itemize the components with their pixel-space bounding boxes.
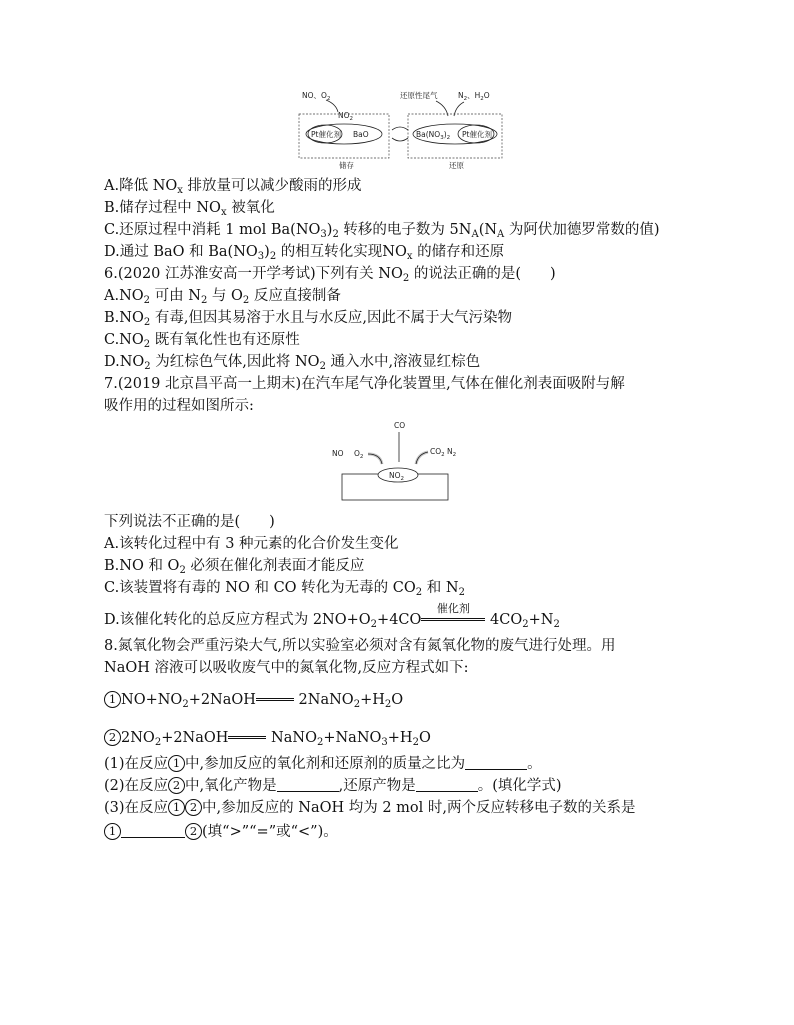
- q8-stem-line1: 8.氮氧化物会严重污染大气,所以实验室必须对含有氮氧化物的废气进行处理。用: [104, 638, 616, 654]
- q7-option-b: B.NO 和 $O_2$ 必须在催化剂表面才能反应: [104, 558, 365, 576]
- circled-number: 1: [104, 691, 121, 708]
- circled-number: 2: [185, 799, 202, 816]
- reduction-label: 还原: [449, 161, 464, 170]
- q6-option-b: $B.NO_2$ 有毒,但因其易溶于水且与水反应,因此不属于大气污染物: [104, 310, 513, 328]
- circled-number: 1: [168, 755, 185, 772]
- no2-label: $NO_2$: [389, 471, 405, 482]
- q7-question: 下列说法不正确的是( ): [104, 514, 275, 530]
- circled-number: 1: [168, 799, 185, 816]
- q6-option-d: $D.NO_2$ 为红棕色气体,因此将 $NO_2$ 通入水中,溶液显红棕色: [104, 354, 481, 372]
- q5-option-d: D.通过 BaO 和 $Ba(NO_3)_2$ 的相互转化实现$NO_x$ 的储存和还原: [104, 244, 505, 262]
- circled-number: 2: [104, 729, 121, 746]
- q6-stem: 6.(2020 江苏淮安高一开学考试)下列有关 $NO_2$ 的说法正确的是( ): [104, 266, 556, 284]
- q7-option-d: D.该催化转化的总反应方程式为 $2NO+O_2+4CO$ 催化剂 $4CO_2+N_2$: [104, 602, 560, 630]
- o2-label: $O_2$: [354, 449, 364, 460]
- bao-label: BaO: [353, 130, 369, 139]
- cycle-arrow-icon: [392, 138, 408, 141]
- q7-stem-line2: 吸作用的过程如图所示:: [104, 398, 254, 414]
- ba-no3-label: $Ba(NO_3)_2$: [416, 130, 451, 141]
- q5-option-c: C.还原过程中消耗 1 mol $Ba(NO_3)_2$ 转移的电子数为 $5N_A(N_A$ 为阿伏加德罗常数的值): [104, 222, 660, 240]
- q5-option-a: A.降低 $NO_x$ 排放量可以减少酸雨的形成: [104, 178, 362, 196]
- answer-blank[interactable]: [465, 755, 527, 770]
- arrow-icon: [416, 452, 428, 464]
- circled-number: 2: [185, 823, 202, 840]
- q8-part-3: (3)在反应 1 2 中,参加反应的 NaOH 均为 2 mol 时,两个反应转移电子数的关系是: [104, 800, 636, 816]
- q8-reaction-2: 2 $2NO_2+2NaOH$ $NaNO_2+NaNO_3+H_2O$: [104, 728, 431, 748]
- q8-part-2: (2)在反应 2 中,氧化产物是 ,还原产物是 。(填化学式): [104, 778, 562, 794]
- q8-stem-line2: NaOH 溶液可以吸收废气中的氮氧化物,反应方程式如下:: [104, 660, 469, 676]
- q7-option-a: A.该转化过程中有 3 种元素的化合价发生变化: [104, 536, 399, 552]
- catalytic-converter-diagram: [328, 418, 460, 502]
- storage-label: 储存: [339, 161, 354, 170]
- answer-blank[interactable]: [121, 823, 185, 838]
- reducing-gas-label: 还原性尾气: [400, 91, 438, 100]
- pt-catalyst-left-label: Pt催化剂: [311, 130, 341, 139]
- q6-option-a: $A.NO_2$ 可由 $N_2$ 与 $O_2$ 反应直接制备: [104, 288, 341, 306]
- catalyst-arrow: 催化剂: [421, 611, 485, 631]
- answer-blank[interactable]: [416, 777, 478, 792]
- q8-part-3-answer: 1 2 (填“>”“=”或“<”)。: [104, 822, 338, 842]
- q7-option-c: C.该装置将有毒的 NO 和 CO 转化为无毒的 $CO_2$ 和 $N_2$: [104, 580, 465, 598]
- q6-option-c: $C.NO_2$ 既有氧化性也有还原性: [104, 332, 300, 350]
- q8-reaction-1: 1 $NO+NO_2+2NaOH$ $2NaNO_2+H_2O$: [104, 690, 403, 710]
- q8-part-1: (1)在反应 1 中,参加反应的氧化剂和还原剂的质量之比为 。: [104, 756, 542, 772]
- circled-number: 2: [168, 777, 185, 794]
- products-label: $N_2$、$H_2O$: [458, 91, 490, 102]
- pt-catalyst-right-label: Pt催化剂: [462, 130, 492, 139]
- co2-n2-label: $CO_2$ $N_2$: [430, 447, 457, 458]
- q5-option-b: B.储存过程中 $NO_x$ 被氧化: [104, 200, 275, 218]
- no-label: NO: [332, 449, 344, 458]
- nox-storage-reduction-diagram: [296, 86, 506, 172]
- no2-label: $NO_2$: [338, 111, 354, 122]
- co-label: CO: [394, 421, 406, 430]
- reactants-label: NO、$O_2$: [302, 91, 331, 102]
- circled-number: 1: [104, 823, 121, 840]
- q7-stem-line1: 7.(2019 北京昌平高一上期末)在汽车尾气净化装置里,气体在催化剂表面吸附与解: [104, 376, 625, 392]
- answer-blank[interactable]: [277, 777, 339, 792]
- cycle-arrow-icon: [392, 127, 408, 130]
